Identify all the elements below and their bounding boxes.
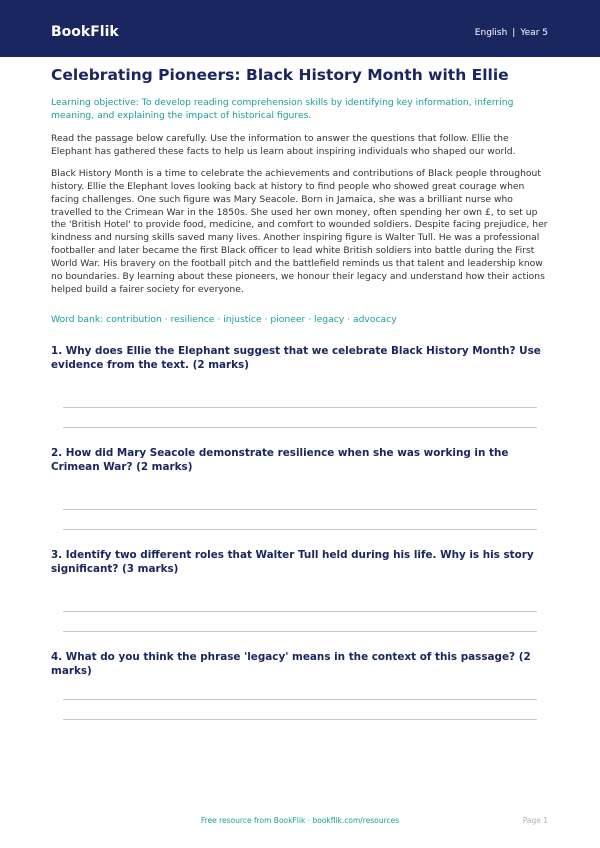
answer-line[interactable] bbox=[63, 529, 537, 530]
question-2: 2. How did Mary Seacole demonstrate resilience when she was working in the Crimean War? (2 marks) bbox=[51, 447, 509, 473]
subject-year-label bbox=[475, 26, 548, 40]
year-label: Year 5 bbox=[520, 28, 548, 38]
worksheet-title: Celebrating Pioneers: Black History Month with Ellie bbox=[51, 66, 509, 84]
brand-logo: BookFlik bbox=[51, 24, 119, 40]
answer-line[interactable] bbox=[63, 611, 537, 612]
reading-passage: Black History Month is a time to celebrate the achievements and contributions of Black people throughout history. Ellie the Elephant loves looking back at history to find people who showed great courage when facing challenges. One such figure was Mary Seacole. Born in Jamaica, she was a brilliant nurse who travelled to the Crimean War in the 1850s. She used her own money, often spending her own £, to set up the 'British Hotel' to provide food, medicine, and comfort to wounded soldiers. Despite facing prejudice, her kindness and nursing skills saved many lives. Another inspiring figure is Walter Tull. He was a professional footballer and later became the first Black officer to lead white British soldiers into battle during the First World War. His bravery on the football pitch and the battlefield reminds us that talent and leadership know no boundaries. By learning about these pioneers, we honour their legacy and understand how their actions helped build a fairer society for everyone. bbox=[51, 168, 548, 295]
word-bank: Word bank: contribution · resilience · injustice · pioneer · legacy · advocacy bbox=[51, 314, 397, 325]
answer-line[interactable] bbox=[63, 719, 537, 720]
page-header bbox=[0, 0, 600, 57]
answer-line[interactable] bbox=[63, 631, 537, 632]
separator: | bbox=[512, 28, 516, 38]
question-4: 4. What do you think the phrase 'legacy' means in the context of this passage? (2 marks) bbox=[51, 651, 531, 677]
answer-line[interactable] bbox=[63, 509, 537, 510]
learning-objective: Learning objective: To develop reading comprehension skills by identifying key information, inferring meaning, and explaining the impact of historical figures. bbox=[51, 97, 514, 121]
question-3: 3. Identify two different roles that Walter Tull held during his life. Why is his story significant? (3 marks) bbox=[51, 549, 534, 575]
answer-line[interactable] bbox=[63, 427, 537, 428]
instructions: Read the passage below carefully. Use the information to answer the questions that follow. Ellie the Elephant has gathered these facts to help us learn about inspiring individuals who shaped our world. bbox=[51, 133, 516, 157]
page-number: Page 1 bbox=[522, 816, 548, 825]
subject-label: English bbox=[474, 28, 508, 38]
answer-line[interactable] bbox=[63, 407, 537, 408]
question-1: 1. Why does Ellie the Elephant suggest that we celebrate Black History Month? Use evidence from the text. (2 marks) bbox=[51, 345, 541, 371]
footer-credit: Free resource from BookFlik · bookflik.com/resources bbox=[200, 816, 400, 825]
answer-line[interactable] bbox=[63, 699, 537, 700]
